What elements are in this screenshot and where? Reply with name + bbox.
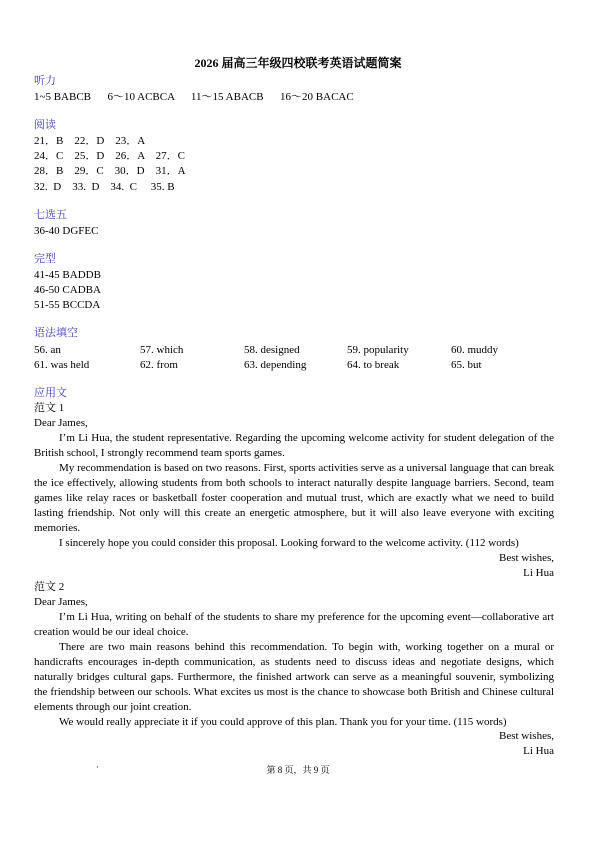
- cloze-row: 46-50 CADBA: [34, 284, 101, 296]
- grammar-answer: 63. depending: [244, 359, 307, 371]
- reading-heading: 阅读: [34, 119, 56, 131]
- cloze-heading: 完型: [34, 253, 56, 265]
- sample-1-closing: Best wishes,: [499, 552, 554, 564]
- listening-heading: 听力: [34, 75, 56, 87]
- sample-2-paragraph: I’m Li Hua, writing on behalf of the students to share my preference for the upcoming event—collaborative art creation would be our ideal choice.: [34, 611, 554, 638]
- sample-1-label: 范文 1: [34, 402, 65, 414]
- reading-row: 21．B 22．D 23．A: [34, 135, 146, 147]
- grammar-answer: 64. to break: [347, 359, 400, 371]
- grammar-answer: 60. muddy: [451, 344, 499, 356]
- grammar-answer: 56. an: [34, 344, 61, 356]
- sample-2-paragraph: We would really appreciate it if you could approve of this plan. Thank you for your time. (115 words): [59, 716, 507, 728]
- sample-2-greeting: Dear James,: [34, 596, 88, 608]
- grammar-heading: 语法填空: [34, 327, 78, 339]
- grammar-answer: 65. but: [451, 359, 482, 371]
- grammar-answer: 61. was held: [34, 359, 90, 371]
- listening-answers: 1~5 BABCB 6～10 ACBCA 11～15 ABACB 16～20 BACAC: [34, 91, 354, 103]
- sample-2-paragraph: There are two main reasons behind this recommendation. To begin with, working together on a mural or handicrafts encourages in-depth communication, as students need to discuss ideas and negotiate designs, which naturally bridges cultural gaps. Furthermore, the finished artwork can serve as a meaningful souvenir, symbolizing the friendship between our schools. What excites us most is the chance to showcase both British and Chinese cultural elements through our joint creation.: [34, 641, 554, 713]
- grammar-answer: 58. designed: [244, 344, 300, 356]
- seven-heading: 七选五: [34, 209, 67, 221]
- cloze-row: 51-55 BCCDA: [34, 299, 101, 311]
- writing-heading: 应用文: [34, 387, 67, 399]
- sample-1-greeting: Dear James,: [34, 417, 88, 429]
- reading-row: 32. D 33. D 34. C 35. B: [34, 181, 175, 193]
- reading-row: 24．C 25．D 26．A 27．C: [34, 150, 185, 162]
- reading-row: 28．B 29．C 30．D 31．A: [34, 165, 186, 177]
- sample-2-signature: Li Hua: [523, 745, 554, 757]
- grammar-answer: 62. from: [140, 359, 178, 371]
- sample-1-paragraph: My recommendation is based on two reasons. First, sports activities serve as a universal language that can break the ice effectively, allowing students from both schools to interact naturally despite language barriers. Second, team games like relay races or basketball foster cooperation and mutual trust, which are exactly what we need to build lasting friendship. Not only will this create an energetic atmosphere, but it will also leave everyone with exciting memories.: [34, 462, 554, 534]
- sample-2-label: 范文 2: [34, 581, 65, 593]
- grammar-answer: 59. popularity: [347, 344, 409, 356]
- page-footer: 第 8 页，共 9 页: [266, 765, 330, 775]
- sample-1-paragraph: I’m Li Hua, the student representative. Regarding the upcoming welcome activity for student delegation of the British school, I strongly recommend team sports games.: [34, 432, 554, 459]
- sample-1-paragraph: I sincerely hope you could consider this proposal. Looking forward to the welcome activity. (112 words): [59, 537, 519, 549]
- page-title: 2026 届高三年级四校联考英语试题简案: [194, 56, 402, 70]
- sample-2-closing: Best wishes,: [499, 730, 554, 742]
- stray-mark: ·: [96, 762, 99, 772]
- cloze-row: 41-45 BADDB: [34, 269, 101, 281]
- sample-1-signature: Li Hua: [523, 567, 554, 579]
- grammar-answer: 57. which: [140, 344, 184, 356]
- seven-answer: 36-40 DGFEC: [34, 225, 99, 237]
